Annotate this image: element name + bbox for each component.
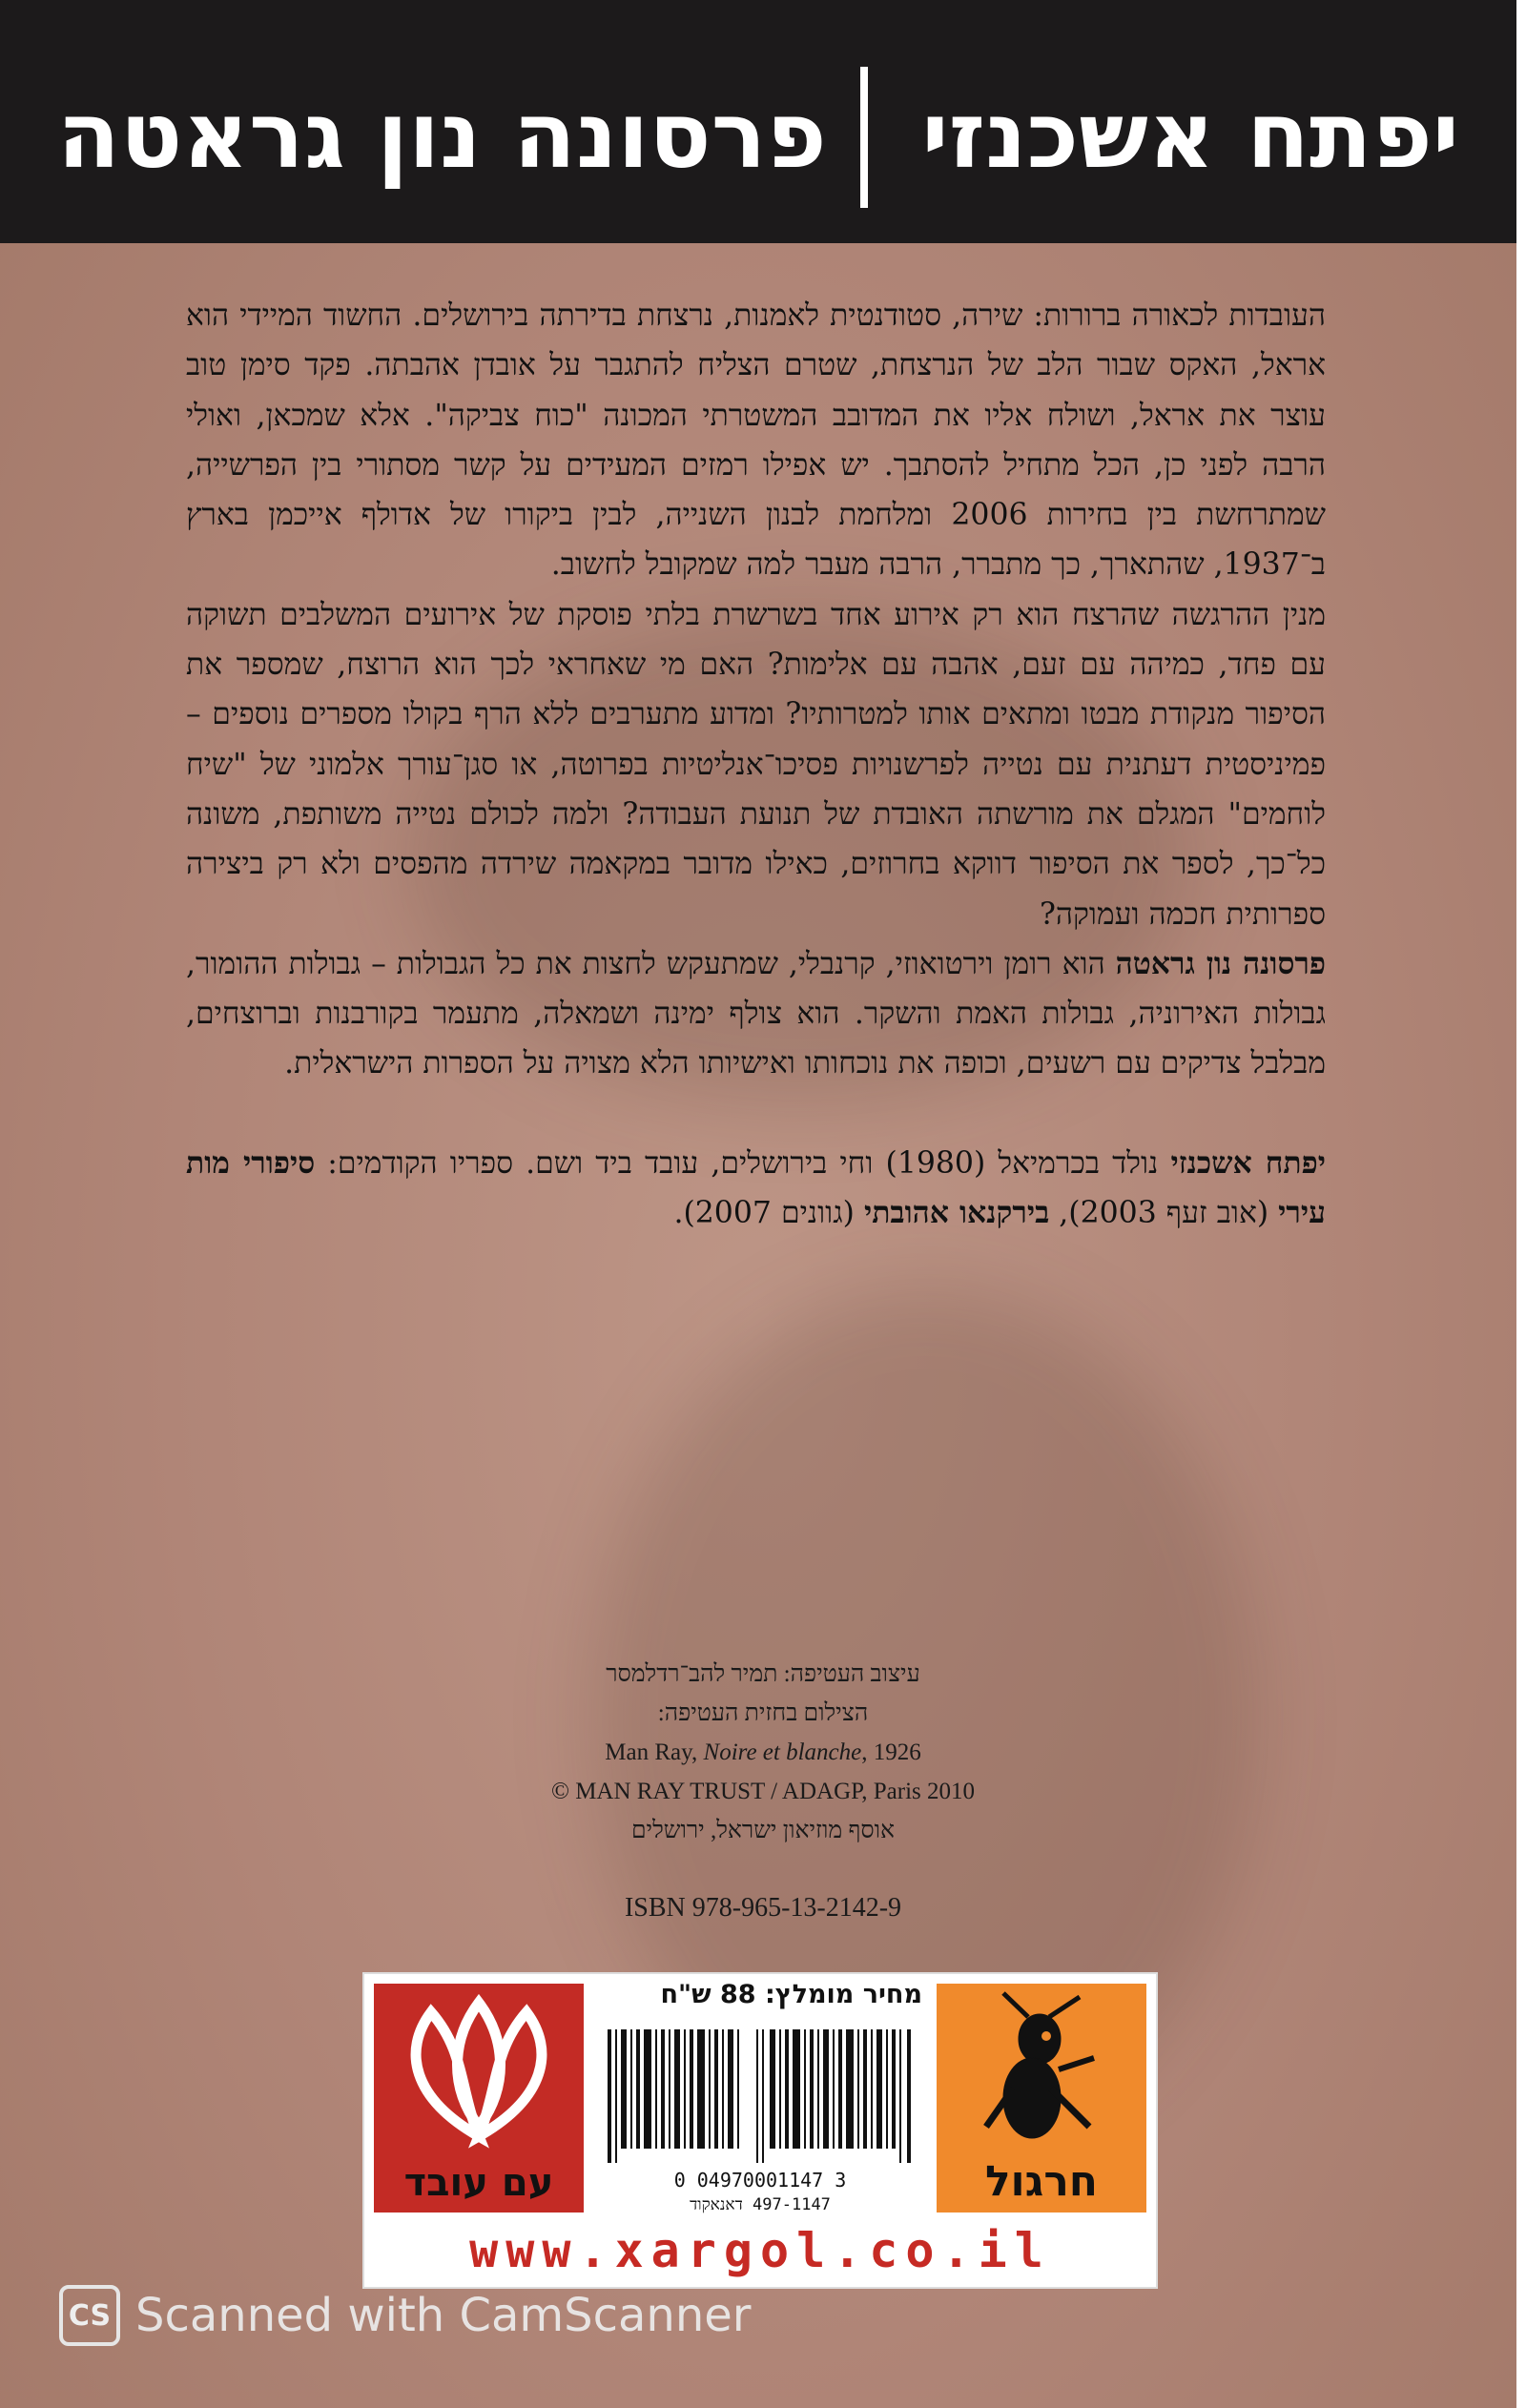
camscanner-icon: CS: [59, 2285, 120, 2346]
camscanner-watermark: [59, 2281, 752, 2350]
blurb-text: [186, 291, 1326, 1238]
recommended-price: מחיר מומלץ: 88 ש"ח: [660, 1980, 922, 2009]
cover-credits: [382, 1655, 1144, 1850]
publisher-url: www.xargol.co.il: [469, 2223, 1051, 2278]
bio-book-title: בירקנאו אהובתי: [863, 1195, 1050, 1231]
barcode: [598, 1980, 922, 2220]
credit-line: אוסף מוזיאון ישראל, ירושלים: [630, 1818, 896, 1843]
camscanner-text: Scanned with CamScanner: [135, 2289, 752, 2342]
title-divider: [860, 67, 868, 208]
am-oved-label: עם עובד: [403, 2161, 554, 2205]
blurb-paragraph: מנין ההרגשה שהרצח הוא רק אירוע אחד בשרשרת בלתי פוסקת של אירועים המשלבים תשוקה עם פחד, כמיהה עם זעם, אהבה עם אלימות? האם מי שאחראי לכך הוא הרוצח, שמספר את הסיפור מנקודת מבטו ומתאים אותו למטרותיו? ומדוע מתערבים ללא הרף בקולו מספרים נוספים – פמיניסטית דעתנית עם נטייה לפרשנויות פסיכו־אנליטיות בפרוטה, או סגן־עורך אלמוני של "שיח לוחמים" המגלם את מורשתה האובדת של תנועת העבודה? ולמה לכולם נטייה משותפת, משונה כל־כך, לספר את הסיפור דווקא בחרוזים, כאילו מדובר במקאמה שירדה מהפסים ולא רק ביצירה ספרותית חכמה ועמוקה?: [186, 597, 1326, 932]
am-oved-logo: [374, 1984, 584, 2212]
am-oved-icon: [374, 1984, 584, 2155]
xargol-logo: [937, 1984, 1146, 2212]
credit-line: © MAN RAY TRUST / ADAGP, Paris 2010: [550, 1779, 976, 1804]
blurb-paragraph: העובדות לכאורה ברורות: שירה, סטודנטית לאמנות, נרצחת בדירתה בירושלים. החשוד המיידי הוא אראל, האקס שבור הלב של הנרצחת, שטרם הצליח להתגבר על אובדן אהבתה. פקד סימן טוב עוצר את אראל, ושולח אליו את המדובב המשטרתי המכונה "כוח צביקה". אלא שמכאן, ואולי הרבה לפני כן, הכל מתחיל להסתבך. יש אפילו רמזים המעידים על קשר מסתורי בין הפרשייה, שמתרחשת בין בחירות 2006 ומלחמת לבנון השנייה, לבין ביקורו של אדולף אייכמן בארץ ב־1937, שהתארך, כך מתברר, הרבה מעבר למה שמקובל לחשוב.: [186, 298, 1326, 583]
barcode-bars: [608, 2029, 913, 2163]
bio-book-title: סיפורי מות עירי: [186, 1144, 1326, 1231]
book-title-inline: פרסונה נון גראטה: [1115, 945, 1326, 981]
isbn: ISBN 978-965-13-2142-9: [624, 1893, 902, 1923]
grasshopper-icon: [937, 1984, 1146, 2155]
bio-text: (אוב זעף 2003),: [1049, 1196, 1279, 1231]
xargol-label: חרגול: [984, 2157, 1099, 2206]
credit-text: , 1926: [861, 1739, 921, 1765]
credit-line: הצילום בחזית העטיפה:: [657, 1700, 869, 1726]
credit-artwork-title: Noire et blanche: [703, 1739, 862, 1765]
blurb-paragraph-text: הוא רומן וירטואוזי, קרנבלי, שמתעקש לחצות את כל הגבולות – גבולות ההומור, גבולות האירוניה, גבולות האמת והשקר. הוא צולף ימינה ושמאלה, מתעמר בקורבנות וברוצחים, מבלבל צדיקים עם רשעים, וכופה את נוכחותו ואישיותו הלא מצויה על הספרות הישראלית.: [186, 946, 1326, 1081]
credit-line: [382, 1733, 1144, 1772]
bio-author-name: יפתח אשכנזי: [1170, 1144, 1327, 1181]
credit-line: עיצוב העטיפה: תמיר להב־רדלמסר: [606, 1661, 920, 1687]
credit-text: Man Ray,: [605, 1739, 704, 1765]
author-name: יפתח אשכנזי: [921, 82, 1459, 189]
blurb-paragraph: [186, 939, 1326, 1089]
book-title: פרסונה נון גראטה: [57, 82, 827, 189]
barcode-subtext: 497-1147 דאנאקוד: [690, 2195, 831, 2214]
bio-text: נולד בכרמיאל (1980) וחי בירושלים, עובד ביד ושם. ספריו הקודמים:: [315, 1145, 1171, 1181]
bio-text: (גוונים 2007).: [673, 1196, 864, 1231]
barcode-number: 0 04970001147 3: [673, 2169, 847, 2192]
author-bio: [186, 1139, 1326, 1239]
title-bar: [0, 0, 1516, 243]
publisher-strip: [362, 1972, 1158, 2289]
